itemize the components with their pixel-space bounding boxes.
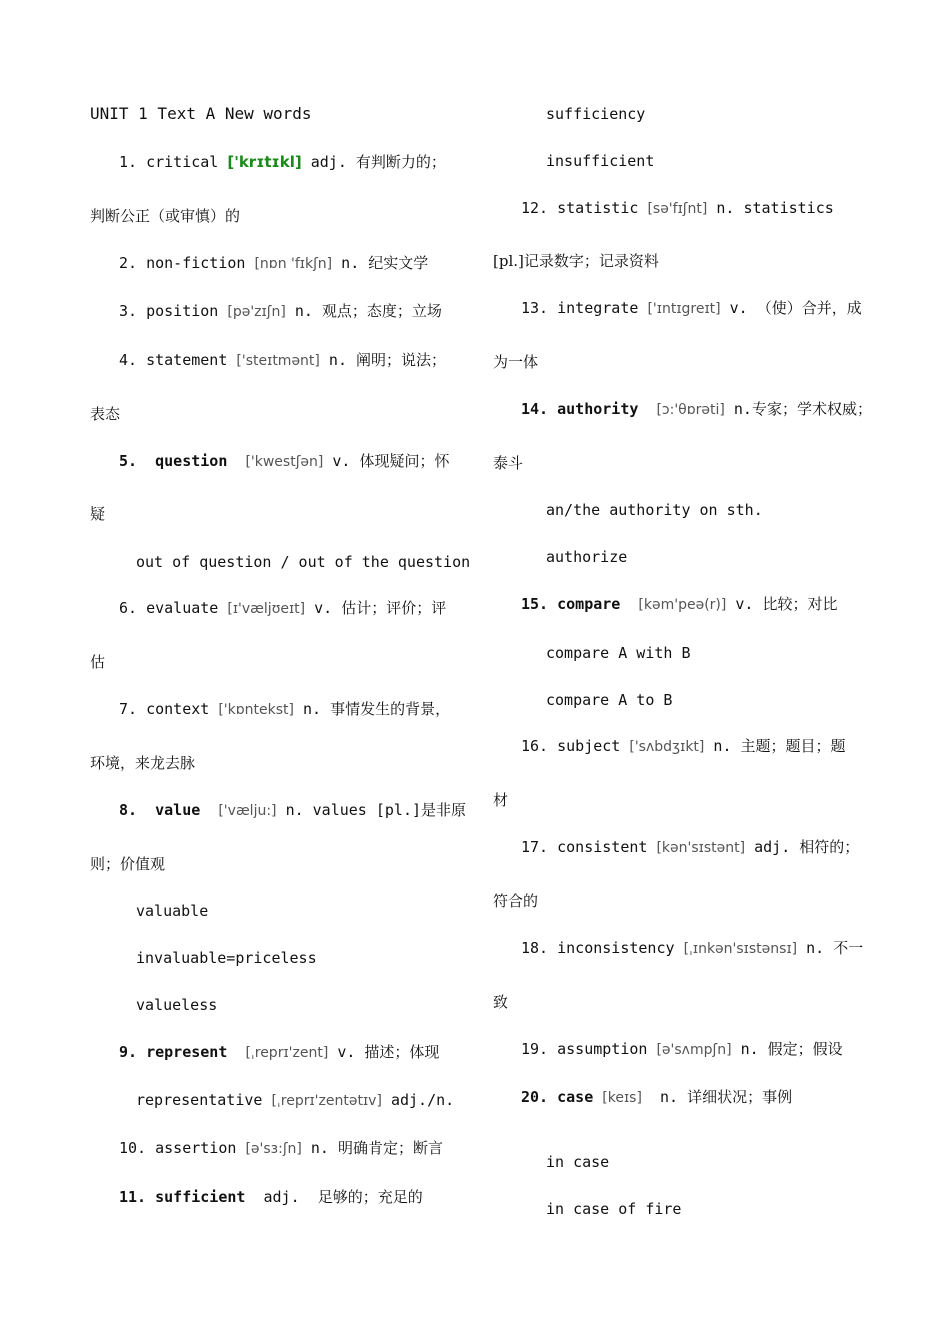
entry-20-sub-1: in case	[546, 1153, 610, 1171]
entry-17: 17. consistent [kən'sɪstənt] adj. 相符的；	[521, 838, 860, 856]
entry-1: 1. critical ['krɪtɪkl] adj. 有判断力的；	[119, 153, 446, 171]
entry-7: 7. context ['kɒntekst] n. 事情发生的背景，	[119, 700, 451, 718]
entry-8-sub-3: valueless	[136, 996, 218, 1014]
entry-14: 14. authority [ɔ:'θɒrəti] n.专家；学术权威；	[521, 400, 872, 418]
entry-13: 13. integrate ['ɪntɪgreɪt] v. （使）合并，成	[521, 299, 862, 317]
entry-ipa: ['krɪtɪkl]	[227, 153, 302, 171]
entry-20-sub-2: in case of fire	[546, 1200, 682, 1218]
entry-9-sub: representative [ˌreprɪ'zentətɪv] adj./n.	[136, 1091, 455, 1109]
entry-2: 2. non-fiction [nɒn 'fɪkʃn] n. 纪实文学	[119, 254, 429, 272]
entry-4: 4. statement ['steɪtmənt] n. 阐明；说法；	[119, 351, 447, 369]
entry-14-sub-1: an/the authority on sth.	[546, 501, 763, 519]
entry-15: 15. compare [kəm'peə(r)] v. 比较；对比	[521, 595, 838, 613]
entry-8-sub-1: valuable	[136, 902, 209, 920]
entry-8: 8. value ['vælju:] n. values [pl.]是非原	[119, 801, 467, 819]
entry-6: 6. evaluate [ɪ'væljʊeɪt] v. 估计；评价；评	[119, 599, 447, 617]
entry-20: 20. case [keɪs] n. 详细状况；事例	[521, 1088, 793, 1106]
entry-18: 18. inconsistency [ˌɪnkən'sɪstənsɪ] n. 不一	[521, 939, 864, 957]
entry-10: 10. assertion [ə'sɜ:ʃn] n. 明确肯定；断言	[119, 1139, 443, 1157]
entry-9: 9. represent [ˌreprɪ'zent] v. 描述；体现	[119, 1043, 440, 1061]
entry-5-cont: 疑	[90, 505, 106, 523]
entry-4-cont: 表态	[90, 405, 121, 423]
entry-16: 16. subject ['sʌbdʒɪkt] n. 主题；题目；题	[521, 737, 846, 755]
entry-11: 11. sufficient adj. 足够的；充足的	[119, 1188, 423, 1206]
entry-12-cont: [pl.]记录数字；记录资料	[493, 252, 659, 270]
entry-3: 3. position [pə'zɪʃn] n. 观点；态度；立场	[119, 302, 442, 320]
entry-7-cont: 环境，来龙去脉	[90, 754, 196, 772]
entry-17-cont: 符合的	[493, 892, 539, 910]
entry-16-cont: 材	[493, 791, 509, 809]
entry-1-cont: 判断公正（或审慎）的	[90, 207, 241, 225]
entry-11-sub-2: insufficient	[546, 152, 655, 170]
entry-14-sub-2: authorize	[546, 548, 628, 566]
entry-15-sub-2: compare A to B	[546, 691, 673, 709]
entry-15-sub-1: compare A with B	[546, 644, 691, 662]
entry-word: critical	[146, 153, 219, 171]
entry-13-cont: 为一体	[493, 353, 539, 371]
entry-14-cont: 泰斗	[493, 454, 524, 472]
page-title: UNIT 1 Text A New words	[90, 104, 312, 123]
entry-5: 5. question ['kwestʃən] v. 体现疑问；怀	[119, 452, 450, 470]
entry-12: 12. statistic [sə'fɪʃnt] n. statistics	[521, 199, 834, 217]
entry-8-sub-2: invaluable=priceless	[136, 949, 317, 967]
entry-18-cont: 致	[493, 993, 509, 1011]
entry-8-cont: 则；价值观	[90, 855, 166, 873]
entry-19: 19. assumption [ə'sʌmpʃn] n. 假定；假设	[521, 1040, 843, 1058]
entry-5-phrase: out of question / out of the question	[136, 553, 471, 571]
entry-6-cont: 估	[90, 653, 106, 671]
entry-11-sub-1: sufficiency	[546, 105, 646, 123]
